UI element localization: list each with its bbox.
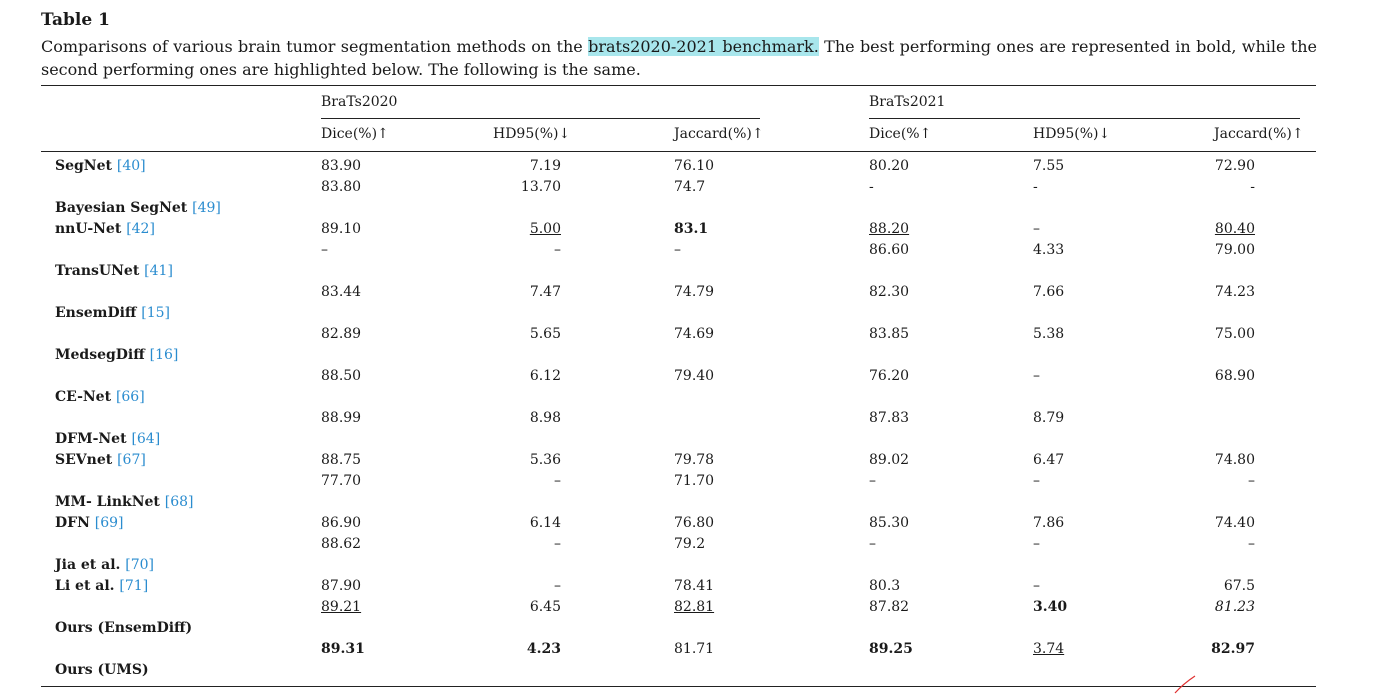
reference-link[interactable]: [41] [144,263,173,279]
method-cell [55,494,194,510]
table-row [0,452,1379,473]
cell-jac20: 71.70 [674,473,715,489]
cell-jac20: 74.69 [674,326,715,342]
table-row [0,620,1379,641]
method-cell [55,662,149,678]
cell-hd21: 3.40 [1033,599,1068,615]
cell-dice20: 88.50 [321,368,362,384]
col-hd95-2020: HD95(%)↓ [493,126,571,142]
method-cell [55,557,154,573]
caption-text-after: The best performing ones are represented in bold, while the second performing ones are highlighted below. The following is the same. [41,37,1318,79]
method-name: MedsegDiff [55,347,150,363]
cell-dice21: 82.30 [869,284,910,300]
reference-link[interactable]: [68] [164,494,194,510]
cell-hd21: - [1033,179,1038,195]
cell-dice21: 83.85 [869,326,910,342]
cell-dice21: 80.20 [869,158,910,174]
cell-dice21: – [869,536,876,552]
table-row [0,242,1379,263]
method-name: Li et al. [55,578,120,594]
cell-hd21: – [1033,368,1040,384]
cell-dice20: 88.99 [321,410,362,426]
method-name: SegNet [55,158,117,174]
caption-highlight: brats2020-2021 benchmark. [588,37,819,56]
table-caption [41,35,1317,81]
col-hd95-2021: HD95(%)↓ [1033,126,1111,142]
method-cell [55,452,146,468]
bottom-rule [41,686,1316,687]
cell-jac20: 78.41 [674,578,715,594]
method-name: nnU-Net [55,221,127,237]
reference-link[interactable]: [71] [119,578,149,594]
group-rule-2021 [869,118,1300,119]
cell-jac20: 76.10 [674,158,715,174]
method-name: Bayesian SegNet [55,200,193,216]
cell-jac20: 74.7 [674,179,706,195]
cell-jac21: – [1248,536,1255,552]
cell-dice21: 87.82 [869,599,910,615]
col-dice-2021: Dice(%↑ [869,126,932,142]
caption-text-before: Comparisons of various brain tumor segmentation methods on the [41,37,589,56]
table-row [0,410,1379,431]
cell-hd21: – [1033,221,1040,237]
group-rule-2020 [321,118,760,119]
cell-dice20: 83.44 [321,284,362,300]
cell-jac21: 79.00 [1214,242,1255,258]
method-cell [55,431,160,447]
table-row [0,221,1379,242]
cell-dice20: 88.75 [321,452,362,468]
cell-hd20: 5.00 [529,221,561,237]
cell-dice21: 89.02 [869,452,910,468]
cell-jac21: 72.90 [1214,158,1255,174]
cell-dice21: - [869,179,874,195]
cell-hd21: – [1033,578,1040,594]
cell-hd21: 7.66 [1033,284,1065,300]
cell-hd21: 8.79 [1033,410,1065,426]
reference-link[interactable]: [64] [131,431,161,447]
cell-jac21: 68.90 [1214,368,1255,384]
cell-hd20: – [554,473,561,489]
method-name: MM- LinkNet [55,494,165,510]
reference-link[interactable]: [69] [94,515,124,531]
cell-dice20: 82.89 [321,326,362,342]
cell-dice20: 89.21 [321,599,362,615]
cell-hd21: 7.86 [1033,515,1065,531]
reference-link[interactable]: [49] [192,200,221,216]
group-header-brats2021: BraTs2021 [869,94,946,110]
cell-hd20: 13.70 [520,179,561,195]
cell-hd20: 4.23 [526,641,561,657]
cell-dice21: 80.3 [869,578,901,594]
reference-link[interactable]: [42] [126,221,155,237]
reference-link[interactable]: [70] [125,557,155,573]
table-title: Table 1 [41,10,110,30]
method-name: Ours (UMS) [55,662,149,678]
cell-jac21: 74.40 [1214,515,1255,531]
table-row [0,578,1379,599]
cell-dice20: 88.62 [321,536,362,552]
table-row [0,179,1379,200]
method-cell [55,389,145,405]
table-row [0,389,1379,410]
method-cell [55,158,146,174]
cell-jac20: 83.1 [674,221,709,237]
table-row [0,158,1379,179]
method-cell [55,515,124,531]
table-row [0,305,1379,326]
top-rule [41,85,1316,86]
cell-hd21: – [1033,536,1040,552]
table-row [0,473,1379,494]
cell-hd21: 5.38 [1033,326,1065,342]
cell-jac20: 76.80 [674,515,715,531]
cell-dice20: 89.31 [321,641,365,657]
cell-hd21: 4.33 [1033,242,1065,258]
cell-jac20: 79.40 [674,368,715,384]
table-row [0,599,1379,620]
cell-hd20: 6.14 [529,515,561,531]
reference-link[interactable]: [40] [116,158,146,174]
cell-dice20: 86.90 [321,515,362,531]
col-jaccard-2021: Jaccard(%)↑ [1214,126,1304,142]
group-header-brats2020: BraTs2020 [321,94,398,110]
method-cell [55,305,170,321]
cell-dice20: 87.90 [321,578,362,594]
method-name: DFM-Net [55,431,132,447]
table-row [0,368,1379,389]
cell-dice21: 87.83 [869,410,910,426]
method-cell [55,263,173,279]
table-row [0,494,1379,515]
cell-jac21: 82.97 [1211,641,1255,657]
cell-hd20: – [554,578,561,594]
method-cell [55,578,148,594]
cell-jac20: 74.79 [674,284,715,300]
col-dice-2020: Dice(%)↑ [321,126,389,142]
cell-hd20: 6.45 [529,599,561,615]
cell-hd20: 7.19 [529,158,561,174]
cell-dice20: 83.80 [321,179,362,195]
cell-jac21: 75.00 [1214,326,1255,342]
cell-dice21: – [869,473,876,489]
method-name: SEVnet [55,452,118,468]
table-row [0,326,1379,347]
cell-dice21: 76.20 [869,368,910,384]
method-name: CE-Net [55,389,116,405]
cell-dice21: 88.20 [869,221,910,237]
table-row [0,557,1379,578]
cell-dice20: – [321,242,328,258]
cell-jac20: 81.71 [674,641,715,657]
cell-dice21: 86.60 [869,242,910,258]
cell-hd20: 8.98 [529,410,561,426]
table-row [0,284,1379,305]
method-name: TransUNet [55,263,145,279]
method-name: Ours (EnsemDiff) [55,620,193,636]
cell-dice20: 77.70 [321,473,362,489]
cell-jac21: 74.80 [1214,452,1255,468]
cell-dice20: 83.90 [321,158,362,174]
cell-jac21: 80.40 [1214,221,1255,237]
cell-dice21: 85.30 [869,515,910,531]
cell-jac21: 74.23 [1214,284,1255,300]
table-row [0,641,1379,662]
reference-link[interactable]: [15] [141,305,171,321]
cell-hd21: 7.55 [1033,158,1065,174]
cell-hd21: 6.47 [1033,452,1065,468]
method-cell [55,347,178,363]
method-name: EnsemDiff [55,305,142,321]
reference-link[interactable]: [16] [149,347,179,363]
cell-hd20: – [554,536,561,552]
method-name: Jia et al. [55,557,126,573]
cell-hd20: 7.47 [529,284,561,300]
reference-link[interactable]: [67] [117,452,146,468]
method-cell [55,620,192,636]
cell-dice21: 89.25 [869,641,913,657]
table-row [0,536,1379,557]
cell-hd20: 5.65 [529,326,561,342]
cell-hd20: – [554,242,561,258]
method-cell [55,221,155,237]
cell-jac21: – [1248,473,1255,489]
cell-jac21: 67.5 [1223,578,1255,594]
table-row [0,200,1379,221]
table-row [0,347,1379,368]
table-row [0,263,1379,284]
method-name: DFN [55,515,95,531]
cell-hd20: 5.36 [529,452,561,468]
cell-jac20: 82.81 [674,599,715,615]
header-rule [41,151,1316,152]
cell-dice20: 89.10 [321,221,362,237]
cell-hd21: – [1033,473,1040,489]
cell-hd20: 6.12 [529,368,561,384]
cell-jac21: - [1250,179,1255,195]
cell-jac20: 79.78 [674,452,715,468]
reference-link[interactable]: [66] [115,389,145,405]
cell-jac20: 79.2 [674,536,706,552]
cell-jac21: 81.23 [1214,599,1255,615]
table-row [0,515,1379,536]
pen-mark-icon [1173,674,1197,694]
table-row [0,431,1379,452]
col-jaccard-2020: Jaccard(%)↑ [674,126,764,142]
method-cell [55,200,221,216]
cell-hd21: 3.74 [1033,641,1065,657]
cell-jac20: – [674,242,681,258]
